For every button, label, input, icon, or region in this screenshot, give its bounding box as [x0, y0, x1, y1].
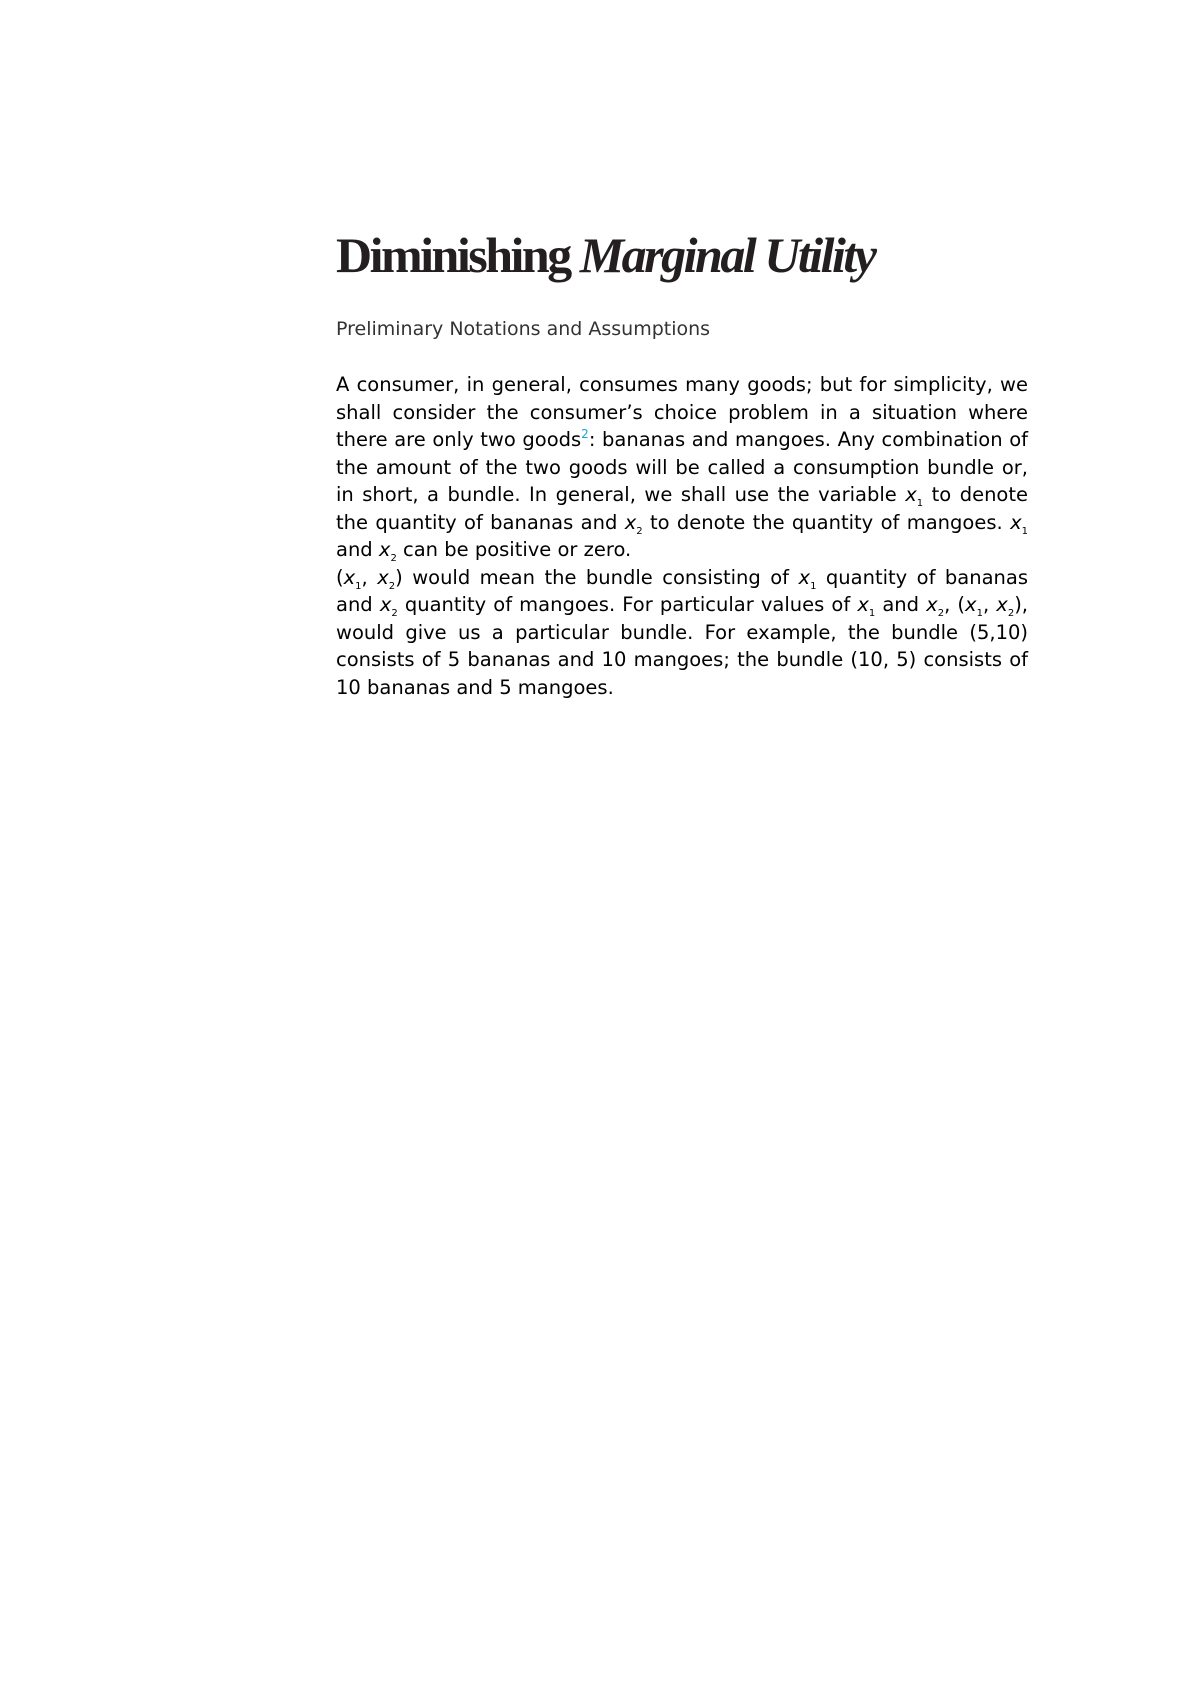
text-run: to denote the quantity of bananas and	[336, 483, 1029, 534]
subscript-2: 2	[390, 553, 397, 564]
variable-x: x	[378, 538, 391, 561]
text-run: ,	[982, 593, 990, 616]
subscript-1: 1	[916, 498, 924, 509]
subscript-1: 1	[976, 608, 983, 619]
subscript-2: 2	[937, 608, 945, 619]
variable-x: x	[377, 565, 389, 589]
page-title	[336, 224, 1028, 286]
paragraph-2	[336, 564, 1028, 702]
text-run: and	[336, 538, 373, 561]
variable-x: x	[379, 593, 392, 616]
text-run: ), would give us a particular bundle. For example, the bundle (5,10) consists of 5 bananas and 10 mangoes; the bundle (10, 5) consists of 10 bananas and 5 mangoes.	[336, 593, 1029, 699]
body-text	[336, 371, 1028, 701]
title-italic: Marginal Utility	[579, 227, 875, 283]
subscript-2: 2	[636, 525, 643, 537]
subscript-2: 2	[1007, 608, 1015, 619]
variable-x: x	[965, 593, 977, 616]
subscript-2: 2	[391, 608, 398, 619]
text-run: (	[336, 565, 344, 589]
text-run: to denote the quantity of mangoes.	[649, 510, 1003, 534]
variable-x: x	[1010, 510, 1022, 534]
variable-x: x	[996, 593, 1008, 616]
page-content	[336, 224, 1028, 701]
variable-x: x	[857, 593, 869, 616]
subscript-1: 1	[355, 580, 362, 592]
text-run: and	[882, 593, 920, 616]
variable-x: x	[343, 565, 356, 589]
paragraph-1	[336, 371, 1028, 564]
text-run: can be positive or zero.	[403, 538, 632, 561]
text-run: ,	[361, 565, 368, 589]
section-heading: Preliminary Notations and Assumptions	[336, 318, 711, 340]
footnote-reference[interactable]: 2	[581, 427, 589, 441]
text-run: quantity of mangoes. For particular values of	[404, 593, 851, 616]
variable-x: x	[798, 565, 811, 589]
variable-x: x	[624, 510, 637, 534]
subscript-1: 1	[868, 608, 876, 619]
variable-x: x	[926, 593, 938, 616]
text-run: , (	[944, 593, 966, 616]
text-run: : bananas and mangoes. Any combination of the amount of the two goods will be called a consumption bundle or, in short, a bundle. In general, we shall use the variable	[336, 428, 1029, 506]
text-run: quantity of bananas and	[336, 565, 1029, 616]
text-run: A consumer, in general, consumes many goods; but for simplicity, we shall consider the consumer’s choice problem in a situation where there are only two goods	[336, 373, 1028, 451]
text-run: ) would mean the bundle consisting of	[395, 565, 790, 589]
subscript-1: 1	[810, 580, 817, 592]
subscript-2: 2	[388, 580, 396, 592]
title-roman: Diminishing	[336, 227, 570, 283]
subscript-1: 1	[1021, 525, 1028, 537]
variable-x: x	[905, 483, 917, 506]
